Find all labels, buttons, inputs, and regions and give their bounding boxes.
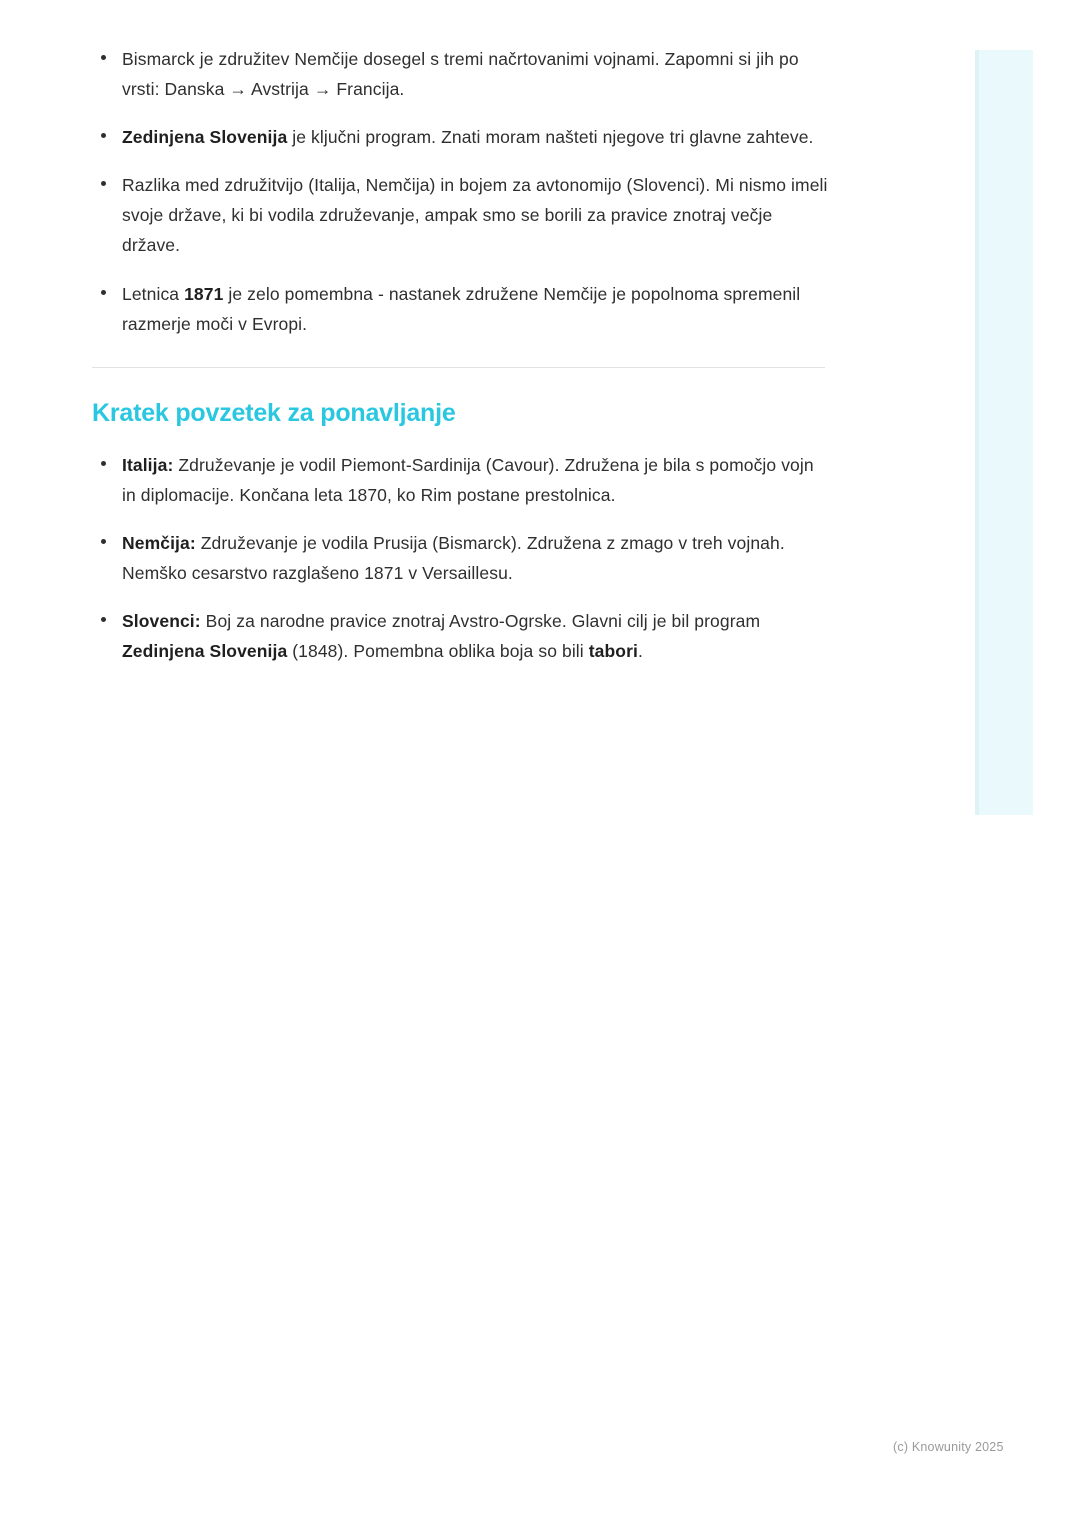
copyright-footer: (c) Knowunity 2025 <box>893 1440 1004 1454</box>
emphasis-text: Nemčija: <box>122 532 196 553</box>
body-text: je ključni program. Znati moram našteti njegove tri glavne zahteve. <box>287 127 814 148</box>
list-item <box>92 122 832 152</box>
summary-list <box>92 450 832 667</box>
body-text: Boj za narodne pravice znotraj Avstro-Ogrske. Glavni cilj je bil program <box>200 611 761 632</box>
body-text: Združevanje je vodil Piemont-Sardinija (Cavour). Združena je bila s pomočjo vojn in diplomacije. Končana leta 1870, ko Rim postane prestolnica. <box>122 454 814 505</box>
page-side-accent-edge <box>975 50 979 815</box>
body-text: Združevanje je vodila Prusija (Bismarck). Združena z zmago v treh vojnah. Nemško cesarstvo razglašeno 1871 v Versaillesu. <box>122 532 785 584</box>
section-divider <box>92 367 825 368</box>
emphasis-text: Slovenci: <box>122 611 201 632</box>
list-item <box>92 528 832 588</box>
list-item <box>92 450 832 510</box>
document-content <box>92 44 832 684</box>
emphasis-text: Zedinjena Slovenija <box>122 641 288 662</box>
body-text: . <box>637 641 643 662</box>
body-text: je zelo pomembna - nastanek združene Nemčije je popolnoma spremenil razmerje moči v Evropi. <box>122 283 801 334</box>
emphasis-text: tabori <box>588 641 638 662</box>
body-text: Razlika med združitvijo (Italija, Nemčija) in bojem za avtonomijo (Slovenci). Mi nismo imeli svoje države, ki bi vodila združevanje, ampak smo se borili za pravice znotraj večje države. <box>122 175 828 256</box>
list-item <box>92 44 832 104</box>
page-side-accent-strip <box>975 50 1033 815</box>
list-item <box>92 606 832 666</box>
emphasis-text: Italija: <box>122 454 174 475</box>
list-item <box>92 279 832 339</box>
body-text: Letnica <box>122 283 185 304</box>
emphasis-text: Zedinjena Slovenija <box>122 127 288 148</box>
body-text: (1848). Pomembna oblika boja so bili <box>287 641 589 662</box>
section-heading-summary: Kratek povzetek za ponavljanje <box>92 398 456 427</box>
list-item <box>92 170 832 260</box>
emphasis-text: 1871 <box>184 283 224 304</box>
body-text: Bismarck je združitev Nemčije dosegel s tremi načrtovanimi vojnami. Zapomni si jih po vrsti: Danska → Avstrija → Francija. <box>122 49 799 100</box>
key-points-list <box>92 44 832 339</box>
